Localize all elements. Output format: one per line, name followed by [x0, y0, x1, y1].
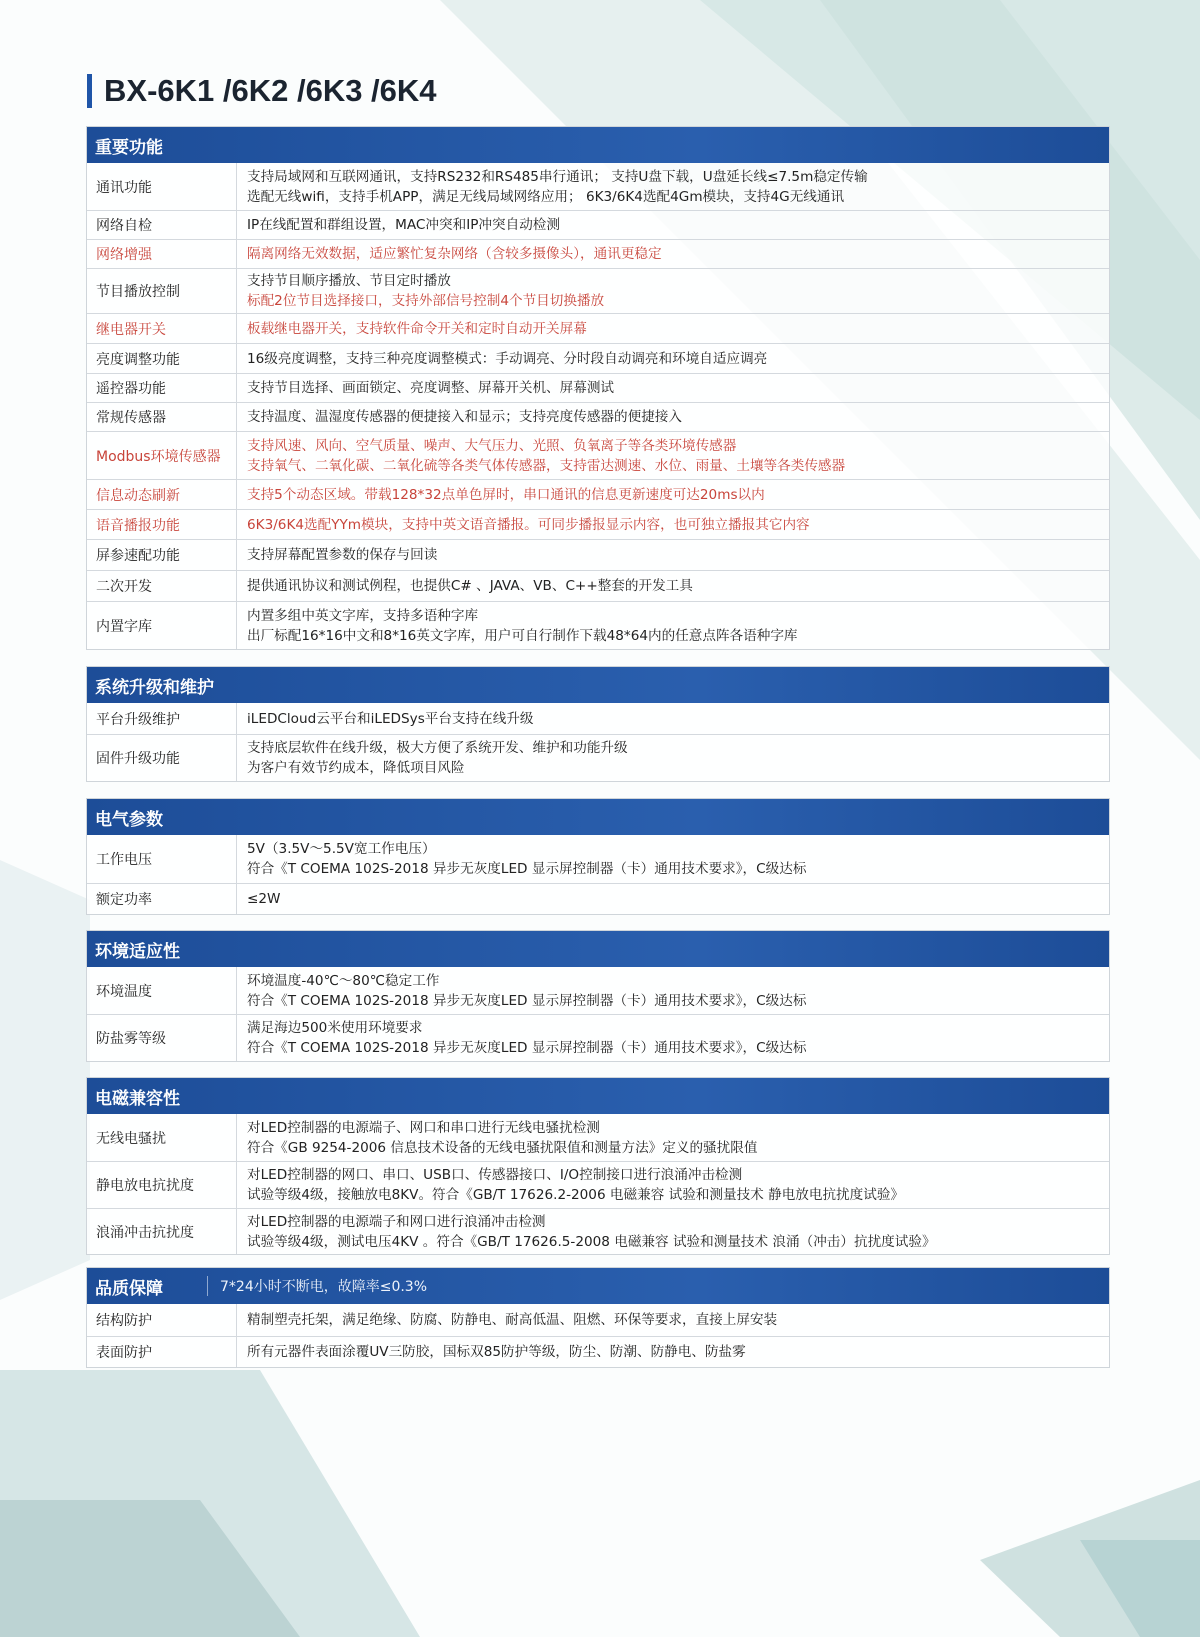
table-row — [87, 703, 1109, 734]
spec-section — [86, 1267, 1110, 1368]
value-line: 16级亮度调整，支持三种亮度调整模式：手动调亮、分时段自动调亮和环境自适应调亮 — [247, 350, 768, 367]
value-line: iLEDCloud云平台和iLEDSys平台支持在线升级 — [247, 710, 534, 727]
row-value — [237, 374, 1109, 402]
row-label: 固件升级功能 — [87, 735, 237, 781]
row-value — [237, 735, 1109, 781]
row-value — [237, 967, 1109, 1014]
row-value — [237, 884, 1109, 914]
section-title: 品质保障 — [95, 1278, 163, 1299]
spec-section — [86, 666, 1110, 782]
row-label: 静电放电抗扰度 — [87, 1162, 237, 1208]
row-label: 通讯功能 — [87, 163, 237, 210]
row-value — [237, 1304, 1109, 1336]
spec-section — [86, 1077, 1110, 1255]
row-value — [237, 240, 1109, 268]
table-row — [87, 431, 1109, 479]
page-title: BX-6K1 /6K2 /6K3 /6K4 — [87, 74, 437, 108]
table-row — [87, 313, 1109, 343]
value-line: 内置多组中英文字库，支持多语种字库 — [247, 607, 479, 624]
value-line: 符合《T COEMA 102S-2018 异步无灰度LED 显示屏控制器（卡）通用技术要求》，C级达标 — [247, 861, 807, 877]
value-line: 试验等级4级，测试电压4KV 。符合《GB/T 17626.5-2008 电磁兼容 试验和测量技术 浪涌（冲击）抗扰度试验》 — [247, 1233, 936, 1250]
row-label: 表面防护 — [87, 1337, 237, 1367]
table-row — [87, 373, 1109, 402]
table-row — [87, 734, 1109, 781]
row-label: 额定功率 — [87, 884, 237, 914]
value-line: 所有元器件表面涂覆UV三防胶，国标双85防护等级，防尘、防潮、防静电、防盐雾 — [247, 1344, 746, 1360]
table-row — [87, 402, 1109, 431]
value-line: 支持风速、风向、空气质量、噪声、大气压力、光照、负氧离子等各类环境传感器 — [247, 437, 737, 454]
section-title: 电气参数 — [95, 809, 163, 830]
table-row — [87, 1114, 1109, 1161]
value-line: 标配2位节目选择接口，支持外部信号控制4个节目切换播放 — [247, 293, 605, 309]
row-value — [237, 1162, 1109, 1208]
value-line: 对LED控制器的电源端子和网口进行浪涌冲击检测 — [247, 1213, 546, 1230]
row-value — [237, 344, 1109, 373]
row-value — [237, 602, 1109, 649]
table-row — [87, 570, 1109, 601]
section-header — [87, 799, 1109, 835]
table-row — [87, 1336, 1109, 1367]
section-header — [87, 667, 1109, 703]
value-line: 提供通讯协议和测试例程，也提供C# 、JAVA、VB、C++整套的开发工具 — [247, 578, 693, 594]
row-value — [237, 1015, 1109, 1061]
section-title: 环境适应性 — [95, 941, 180, 962]
spec-section — [86, 126, 1110, 650]
value-line: 支持5个动态区域。带载128*32点单色屏时，串口通讯的信息更新速度可达20ms以内 — [247, 486, 765, 503]
value-line: 支持节目选择、画面锁定、亮度调整、屏幕开关机、屏幕测试 — [247, 380, 615, 396]
row-label: 平台升级维护 — [87, 703, 237, 734]
value-line: ≤2W — [247, 891, 281, 907]
value-line: 符合《T COEMA 102S-2018 异步无灰度LED 显示屏控制器（卡）通用技术要求》，C级达标 — [247, 1040, 807, 1056]
section-header — [87, 931, 1109, 967]
value-line: 选配无线wifi，支持手机APP，满足无线局域网络应用； 6K3/6K4选配4Gm模块，支持4G无线通讯 — [247, 188, 845, 205]
row-label: 防盐雾等级 — [87, 1015, 237, 1061]
row-label: 网络自检 — [87, 211, 237, 239]
table-row — [87, 539, 1109, 570]
row-value — [237, 403, 1109, 431]
row-label: 节目播放控制 — [87, 269, 237, 313]
value-line: 支持屏幕配置参数的保存与回读 — [247, 547, 438, 563]
row-label: Modbus环境传感器 — [87, 432, 237, 479]
row-value — [237, 1114, 1109, 1161]
table-row — [87, 268, 1109, 313]
row-value — [237, 510, 1109, 539]
row-label: 遥控器功能 — [87, 374, 237, 402]
spec-section — [86, 930, 1110, 1062]
row-label: 语音播报功能 — [87, 510, 237, 539]
row-label: 结构防护 — [87, 1304, 237, 1336]
table-row — [87, 163, 1109, 210]
row-value — [237, 540, 1109, 570]
row-value — [237, 571, 1109, 601]
row-label: 常规传感器 — [87, 403, 237, 431]
value-line: IP在线配置和群组设置，MAC冲突和IP冲突自动检测 — [247, 217, 560, 233]
value-line: 环境温度-40℃～80℃稳定工作 — [247, 972, 440, 989]
row-label: 屏参速配功能 — [87, 540, 237, 570]
table-row — [87, 835, 1109, 883]
table-row — [87, 479, 1109, 509]
value-line: 出厂标配16*16中文和8*16英文字库，用户可自行制作下载48*64内的任意点阵各语种字库 — [247, 627, 798, 644]
row-label: 继电器开关 — [87, 314, 237, 343]
table-row — [87, 1304, 1109, 1336]
row-value — [237, 211, 1109, 239]
row-value — [237, 432, 1109, 479]
table-row — [87, 239, 1109, 268]
row-label: 亮度调整功能 — [87, 344, 237, 373]
value-line: 对LED控制器的网口、串口、USB口、传感器接口、I/O控制接口进行浪涌冲击检测 — [247, 1167, 743, 1183]
section-header-value: 7*24小时不断电，故障率≤0.3% — [207, 1276, 427, 1296]
row-value — [237, 703, 1109, 734]
table-row — [87, 883, 1109, 914]
row-label: 二次开发 — [87, 571, 237, 601]
value-line: 符合《GB 9254-2006 信息技术设备的无线电骚扰限值和测量方法》定义的骚扰限值 — [247, 1139, 758, 1156]
table-row — [87, 210, 1109, 239]
value-line: 支持温度、温湿度传感器的便捷接入和显示；支持亮度传感器的便捷接入 — [247, 409, 682, 425]
value-line: 对LED控制器的电源端子、网口和串口进行无线电骚扰检测 — [247, 1119, 600, 1136]
section-header — [87, 127, 1109, 163]
row-value — [237, 314, 1109, 343]
table-row — [87, 1161, 1109, 1208]
row-value — [237, 835, 1109, 883]
table-row — [87, 509, 1109, 539]
table-row — [87, 1208, 1109, 1254]
value-line: 板载继电器开关，支持软件命令开关和定时自动开关屏幕 — [247, 320, 587, 337]
value-line: 精制塑壳托架，满足绝缘、防腐、防静电、耐高低温、阻燃、环保等要求，直接上屏安装 — [247, 1312, 778, 1328]
value-line: 满足海边500米使用环境要求 — [247, 1020, 423, 1036]
row-value — [237, 480, 1109, 509]
value-line: 隔离网络无效数据，适应繁忙复杂网络（含较多摄像头），通讯更稳定 — [247, 246, 662, 262]
value-line: 为客户有效节约成本，降低项目风险 — [247, 760, 465, 776]
row-label: 信息动态刷新 — [87, 480, 237, 509]
row-label: 工作电压 — [87, 835, 237, 883]
value-line: 支持局域网和互联网通讯，支持RS232和RS485串行通讯； 支持U盘下载，U盘延长线≤7.5m稳定传输 — [247, 168, 868, 185]
row-label: 环境温度 — [87, 967, 237, 1014]
section-title: 重要功能 — [95, 137, 163, 158]
section-header — [87, 1078, 1109, 1114]
value-line: 试验等级4级，接触放电8KV。符合《GB/T 17626.2-2006 电磁兼容 试验和测量技术 静电放电抗扰度试验》 — [247, 1187, 905, 1203]
value-line: 支持底层软件在线升级，极大方便了系统开发、维护和功能升级 — [247, 740, 628, 756]
table-row — [87, 967, 1109, 1014]
value-line: 5V（3.5V～5.5V宽工作电压） — [247, 841, 436, 857]
row-value — [237, 1209, 1109, 1254]
row-label: 内置字库 — [87, 602, 237, 649]
value-line: 支持氧气、二氧化碳、二氧化硫等各类气体传感器，支持雷达测速、水位、雨量、土壤等各类传感器 — [247, 457, 846, 474]
row-value — [237, 163, 1109, 210]
value-line: 符合《T COEMA 102S-2018 异步无灰度LED 显示屏控制器（卡）通用技术要求》，C级达标 — [247, 992, 807, 1009]
section-header — [87, 1268, 1109, 1304]
row-label: 网络增强 — [87, 240, 237, 268]
value-line: 6K3/6K4选配YYm模块，支持中英文语音播报。可同步播报显示内容，也可独立播报其它内容 — [247, 516, 810, 533]
table-row — [87, 1014, 1109, 1061]
table-row — [87, 343, 1109, 373]
row-value — [237, 269, 1109, 313]
table-row — [87, 601, 1109, 649]
row-label: 无线电骚扰 — [87, 1114, 237, 1161]
row-label: 浪涌冲击抗扰度 — [87, 1209, 237, 1254]
section-title: 系统升级和维护 — [95, 677, 214, 698]
section-title: 电磁兼容性 — [95, 1088, 180, 1109]
spec-section — [86, 798, 1110, 915]
row-value — [237, 1337, 1109, 1367]
value-line: 支持节目顺序播放、节目定时播放 — [247, 273, 451, 289]
